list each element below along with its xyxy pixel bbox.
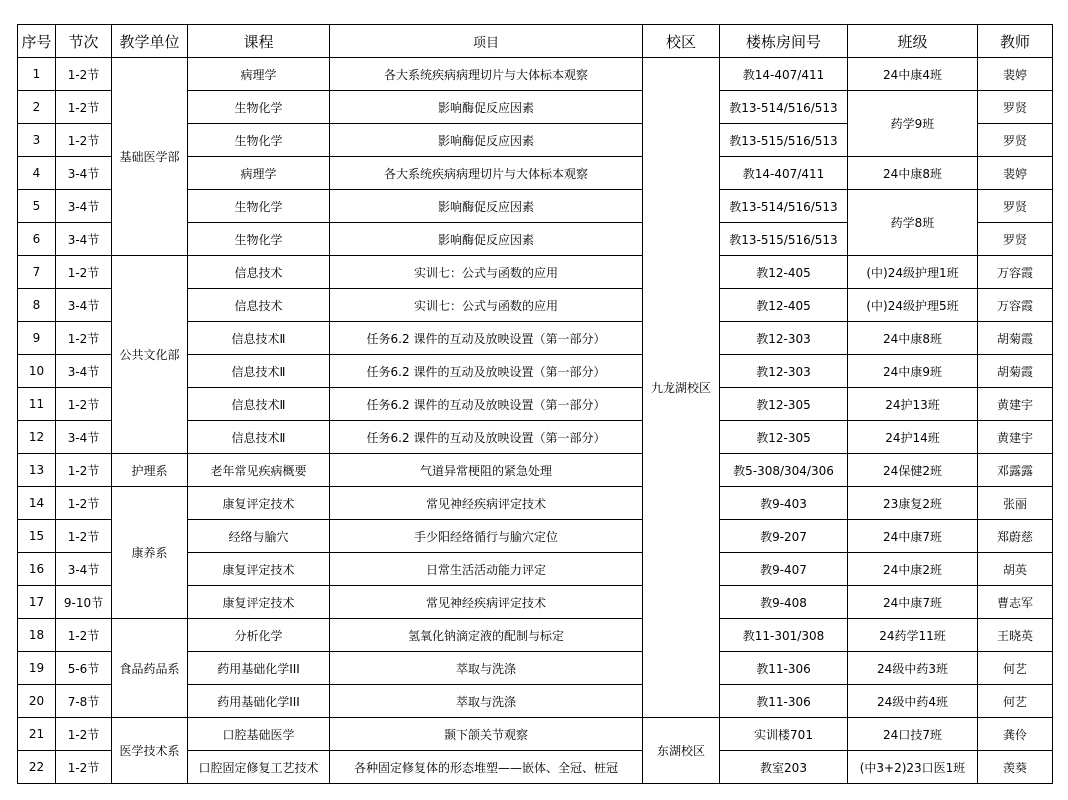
header-no: 序号 xyxy=(18,25,56,58)
item-cell: 手少阳经络循行与腧穴定位 xyxy=(330,520,643,553)
header-department: 教学单位 xyxy=(112,25,188,58)
room-cell: 教5-308/304/306 xyxy=(720,454,848,487)
row-no-cell: 20 xyxy=(18,685,56,718)
room-cell: 教12-405 xyxy=(720,289,848,322)
teacher-cell: 罗贤 xyxy=(978,223,1053,256)
row-no-cell: 22 xyxy=(18,751,56,784)
campus-cell: 东湖校区 xyxy=(643,718,720,784)
period-cell: 1-2节 xyxy=(56,520,112,553)
period-cell: 5-6节 xyxy=(56,652,112,685)
class-cell: 24中康7班 xyxy=(848,586,978,619)
room-cell: 教12-305 xyxy=(720,421,848,454)
item-cell: 实训七：公式与函数的应用 xyxy=(330,256,643,289)
course-cell: 分析化学 xyxy=(188,619,330,652)
item-cell: 影响酶促反应因素 xyxy=(330,190,643,223)
teacher-cell: 张丽 xyxy=(978,487,1053,520)
teacher-cell: 万容霞 xyxy=(978,256,1053,289)
item-cell: 任务6.2 课件的互动及放映设置（第一部分） xyxy=(330,322,643,355)
item-cell: 萃取与洗涤 xyxy=(330,685,643,718)
course-cell: 信息技术Ⅱ xyxy=(188,388,330,421)
table-row xyxy=(18,58,1053,91)
class-cell: 24口技7班 xyxy=(848,718,978,751)
row-no-cell: 16 xyxy=(18,553,56,586)
period-cell: 3-4节 xyxy=(56,190,112,223)
course-cell: 信息技术Ⅱ xyxy=(188,421,330,454)
room-cell: 教14-407/411 xyxy=(720,157,848,190)
row-no-cell: 13 xyxy=(18,454,56,487)
period-cell: 1-2节 xyxy=(56,454,112,487)
header-class: 班级 xyxy=(848,25,978,58)
header-teacher: 教师 xyxy=(978,25,1053,58)
item-cell: 影响酶促反应因素 xyxy=(330,223,643,256)
row-no-cell: 18 xyxy=(18,619,56,652)
room-cell: 教12-303 xyxy=(720,322,848,355)
class-cell: 24中康2班 xyxy=(848,553,978,586)
course-cell: 病理学 xyxy=(188,157,330,190)
period-cell: 9-10节 xyxy=(56,586,112,619)
class-cell: 24级中药4班 xyxy=(848,685,978,718)
row-no-cell: 3 xyxy=(18,124,56,157)
department-cell: 食品药品系 xyxy=(112,619,188,718)
room-cell: 教13-514/516/513 xyxy=(720,91,848,124)
class-cell: 24药学11班 xyxy=(848,619,978,652)
teacher-cell: 裴婷 xyxy=(978,58,1053,91)
course-cell: 信息技术 xyxy=(188,256,330,289)
teacher-cell: 胡菊霞 xyxy=(978,322,1053,355)
row-no-cell: 21 xyxy=(18,718,56,751)
table-row xyxy=(18,256,1053,289)
course-cell: 老年常见疾病概要 xyxy=(188,454,330,487)
class-cell: 24中康9班 xyxy=(848,355,978,388)
item-cell: 气道异常梗阻的紧急处理 xyxy=(330,454,643,487)
row-no-cell: 17 xyxy=(18,586,56,619)
class-cell: 24中康7班 xyxy=(848,520,978,553)
teacher-cell: 罗贤 xyxy=(978,91,1053,124)
period-cell: 3-4节 xyxy=(56,223,112,256)
table-row xyxy=(18,454,1053,487)
row-no-cell: 5 xyxy=(18,190,56,223)
course-cell: 口腔基础医学 xyxy=(188,718,330,751)
department-cell: 康养系 xyxy=(112,487,188,619)
class-cell: 23康复2班 xyxy=(848,487,978,520)
department-cell: 公共文化部 xyxy=(112,256,188,454)
period-cell: 1-2节 xyxy=(56,58,112,91)
teacher-cell: 胡英 xyxy=(978,553,1053,586)
teacher-cell: 王晓英 xyxy=(978,619,1053,652)
class-cell: 药学9班 xyxy=(848,91,978,157)
room-cell: 教9-403 xyxy=(720,487,848,520)
room-cell: 教12-303 xyxy=(720,355,848,388)
room-cell: 教11-306 xyxy=(720,652,848,685)
row-no-cell: 8 xyxy=(18,289,56,322)
teacher-cell: 邓露露 xyxy=(978,454,1053,487)
room-cell: 教13-515/516/513 xyxy=(720,124,848,157)
course-cell: 病理学 xyxy=(188,58,330,91)
period-cell: 1-2节 xyxy=(56,388,112,421)
item-cell: 日常生活活动能力评定 xyxy=(330,553,643,586)
item-cell: 萃取与洗涤 xyxy=(330,652,643,685)
table-row xyxy=(18,619,1053,652)
item-cell: 任务6.2 课件的互动及放映设置（第一部分） xyxy=(330,421,643,454)
class-cell: 24中康4班 xyxy=(848,58,978,91)
row-no-cell: 7 xyxy=(18,256,56,289)
teacher-cell: 罗贤 xyxy=(978,124,1053,157)
class-cell: (中)24级护理5班 xyxy=(848,289,978,322)
header-campus: 校区 xyxy=(643,25,720,58)
row-no-cell: 14 xyxy=(18,487,56,520)
period-cell: 3-4节 xyxy=(56,421,112,454)
course-cell: 经络与腧穴 xyxy=(188,520,330,553)
period-cell: 3-4节 xyxy=(56,157,112,190)
course-cell: 信息技术Ⅱ xyxy=(188,322,330,355)
room-cell: 教9-207 xyxy=(720,520,848,553)
room-cell: 教9-408 xyxy=(720,586,848,619)
room-cell: 教9-407 xyxy=(720,553,848,586)
course-cell: 生物化学 xyxy=(188,124,330,157)
period-cell: 1-2节 xyxy=(56,124,112,157)
course-cell: 康复评定技术 xyxy=(188,553,330,586)
teacher-cell: 黄建宇 xyxy=(978,421,1053,454)
teacher-cell: 龚伶 xyxy=(978,718,1053,751)
teacher-cell: 裴婷 xyxy=(978,157,1053,190)
table-row xyxy=(18,718,1053,751)
course-cell: 信息技术 xyxy=(188,289,330,322)
period-cell: 3-4节 xyxy=(56,289,112,322)
header-period: 节次 xyxy=(56,25,112,58)
teacher-cell: 何艺 xyxy=(978,652,1053,685)
room-cell: 教室203 xyxy=(720,751,848,784)
room-cell: 实训楼701 xyxy=(720,718,848,751)
course-cell: 生物化学 xyxy=(188,223,330,256)
row-no-cell: 4 xyxy=(18,157,56,190)
row-no-cell: 19 xyxy=(18,652,56,685)
header-row xyxy=(18,25,1053,58)
period-cell: 1-2节 xyxy=(56,487,112,520)
teacher-cell: 万容霞 xyxy=(978,289,1053,322)
period-cell: 1-2节 xyxy=(56,322,112,355)
class-cell: (中)24级护理1班 xyxy=(848,256,978,289)
row-no-cell: 11 xyxy=(18,388,56,421)
teacher-cell: 郑蔚慈 xyxy=(978,520,1053,553)
period-cell: 7-8节 xyxy=(56,685,112,718)
row-no-cell: 2 xyxy=(18,91,56,124)
class-cell: 24中康8班 xyxy=(848,157,978,190)
row-no-cell: 9 xyxy=(18,322,56,355)
department-cell: 护理系 xyxy=(112,454,188,487)
row-no-cell: 15 xyxy=(18,520,56,553)
room-cell: 教13-514/516/513 xyxy=(720,190,848,223)
class-cell: (中3+2)23口医1班 xyxy=(848,751,978,784)
course-cell: 信息技术Ⅱ xyxy=(188,355,330,388)
department-cell: 医学技术系 xyxy=(112,718,188,784)
table-row xyxy=(18,487,1053,520)
class-cell: 24中康8班 xyxy=(848,322,978,355)
class-cell: 药学8班 xyxy=(848,190,978,256)
item-cell: 任务6.2 课件的互动及放映设置（第一部分） xyxy=(330,388,643,421)
teacher-cell: 黄建宇 xyxy=(978,388,1053,421)
room-cell: 教13-515/516/513 xyxy=(720,223,848,256)
course-cell: 生物化学 xyxy=(188,91,330,124)
teacher-cell: 胡菊霞 xyxy=(978,355,1053,388)
campus-cell: 九龙湖校区 xyxy=(643,58,720,718)
item-cell: 影响酶促反应因素 xyxy=(330,91,643,124)
row-no-cell: 6 xyxy=(18,223,56,256)
row-no-cell: 10 xyxy=(18,355,56,388)
period-cell: 1-2节 xyxy=(56,91,112,124)
course-cell: 口腔固定修复工艺技术 xyxy=(188,751,330,784)
item-cell: 任务6.2 课件的互动及放映设置（第一部分） xyxy=(330,355,643,388)
room-cell: 教11-306 xyxy=(720,685,848,718)
room-cell: 教12-305 xyxy=(720,388,848,421)
item-cell: 各大系统疾病病理切片与大体标本观察 xyxy=(330,157,643,190)
schedule-table xyxy=(17,24,1053,784)
item-cell: 颞下颌关节观察 xyxy=(330,718,643,751)
teacher-cell: 曹志军 xyxy=(978,586,1053,619)
item-cell: 常见神经疾病评定技术 xyxy=(330,487,643,520)
item-cell: 实训七：公式与函数的应用 xyxy=(330,289,643,322)
row-no-cell: 12 xyxy=(18,421,56,454)
period-cell: 3-4节 xyxy=(56,553,112,586)
item-cell: 常见神经疾病评定技术 xyxy=(330,586,643,619)
course-cell: 生物化学 xyxy=(188,190,330,223)
teacher-cell: 何艺 xyxy=(978,685,1053,718)
header-room: 楼栋房间号 xyxy=(720,25,848,58)
header-course: 课程 xyxy=(188,25,330,58)
class-cell: 24级中药3班 xyxy=(848,652,978,685)
room-cell: 教11-301/308 xyxy=(720,619,848,652)
item-cell: 氢氧化钠滴定液的配制与标定 xyxy=(330,619,643,652)
period-cell: 3-4节 xyxy=(56,355,112,388)
department-cell: 基础医学部 xyxy=(112,58,188,256)
period-cell: 1-2节 xyxy=(56,256,112,289)
item-cell: 影响酶促反应因素 xyxy=(330,124,643,157)
course-cell: 药用基础化学III xyxy=(188,685,330,718)
period-cell: 1-2节 xyxy=(56,718,112,751)
teacher-cell: 羡葵 xyxy=(978,751,1053,784)
header-item: 项目 xyxy=(330,25,643,58)
class-cell: 24护14班 xyxy=(848,421,978,454)
item-cell: 各大系统疾病病理切片与大体标本观察 xyxy=(330,58,643,91)
room-cell: 教14-407/411 xyxy=(720,58,848,91)
period-cell: 1-2节 xyxy=(56,619,112,652)
course-cell: 康复评定技术 xyxy=(188,586,330,619)
course-cell: 康复评定技术 xyxy=(188,487,330,520)
class-cell: 24保健2班 xyxy=(848,454,978,487)
room-cell: 教12-405 xyxy=(720,256,848,289)
item-cell: 各种固定修复体的形态堆塑——嵌体、全冠、桩冠 xyxy=(330,751,643,784)
course-cell: 药用基础化学III xyxy=(188,652,330,685)
class-cell: 24护13班 xyxy=(848,388,978,421)
row-no-cell: 1 xyxy=(18,58,56,91)
period-cell: 1-2节 xyxy=(56,751,112,784)
teacher-cell: 罗贤 xyxy=(978,190,1053,223)
